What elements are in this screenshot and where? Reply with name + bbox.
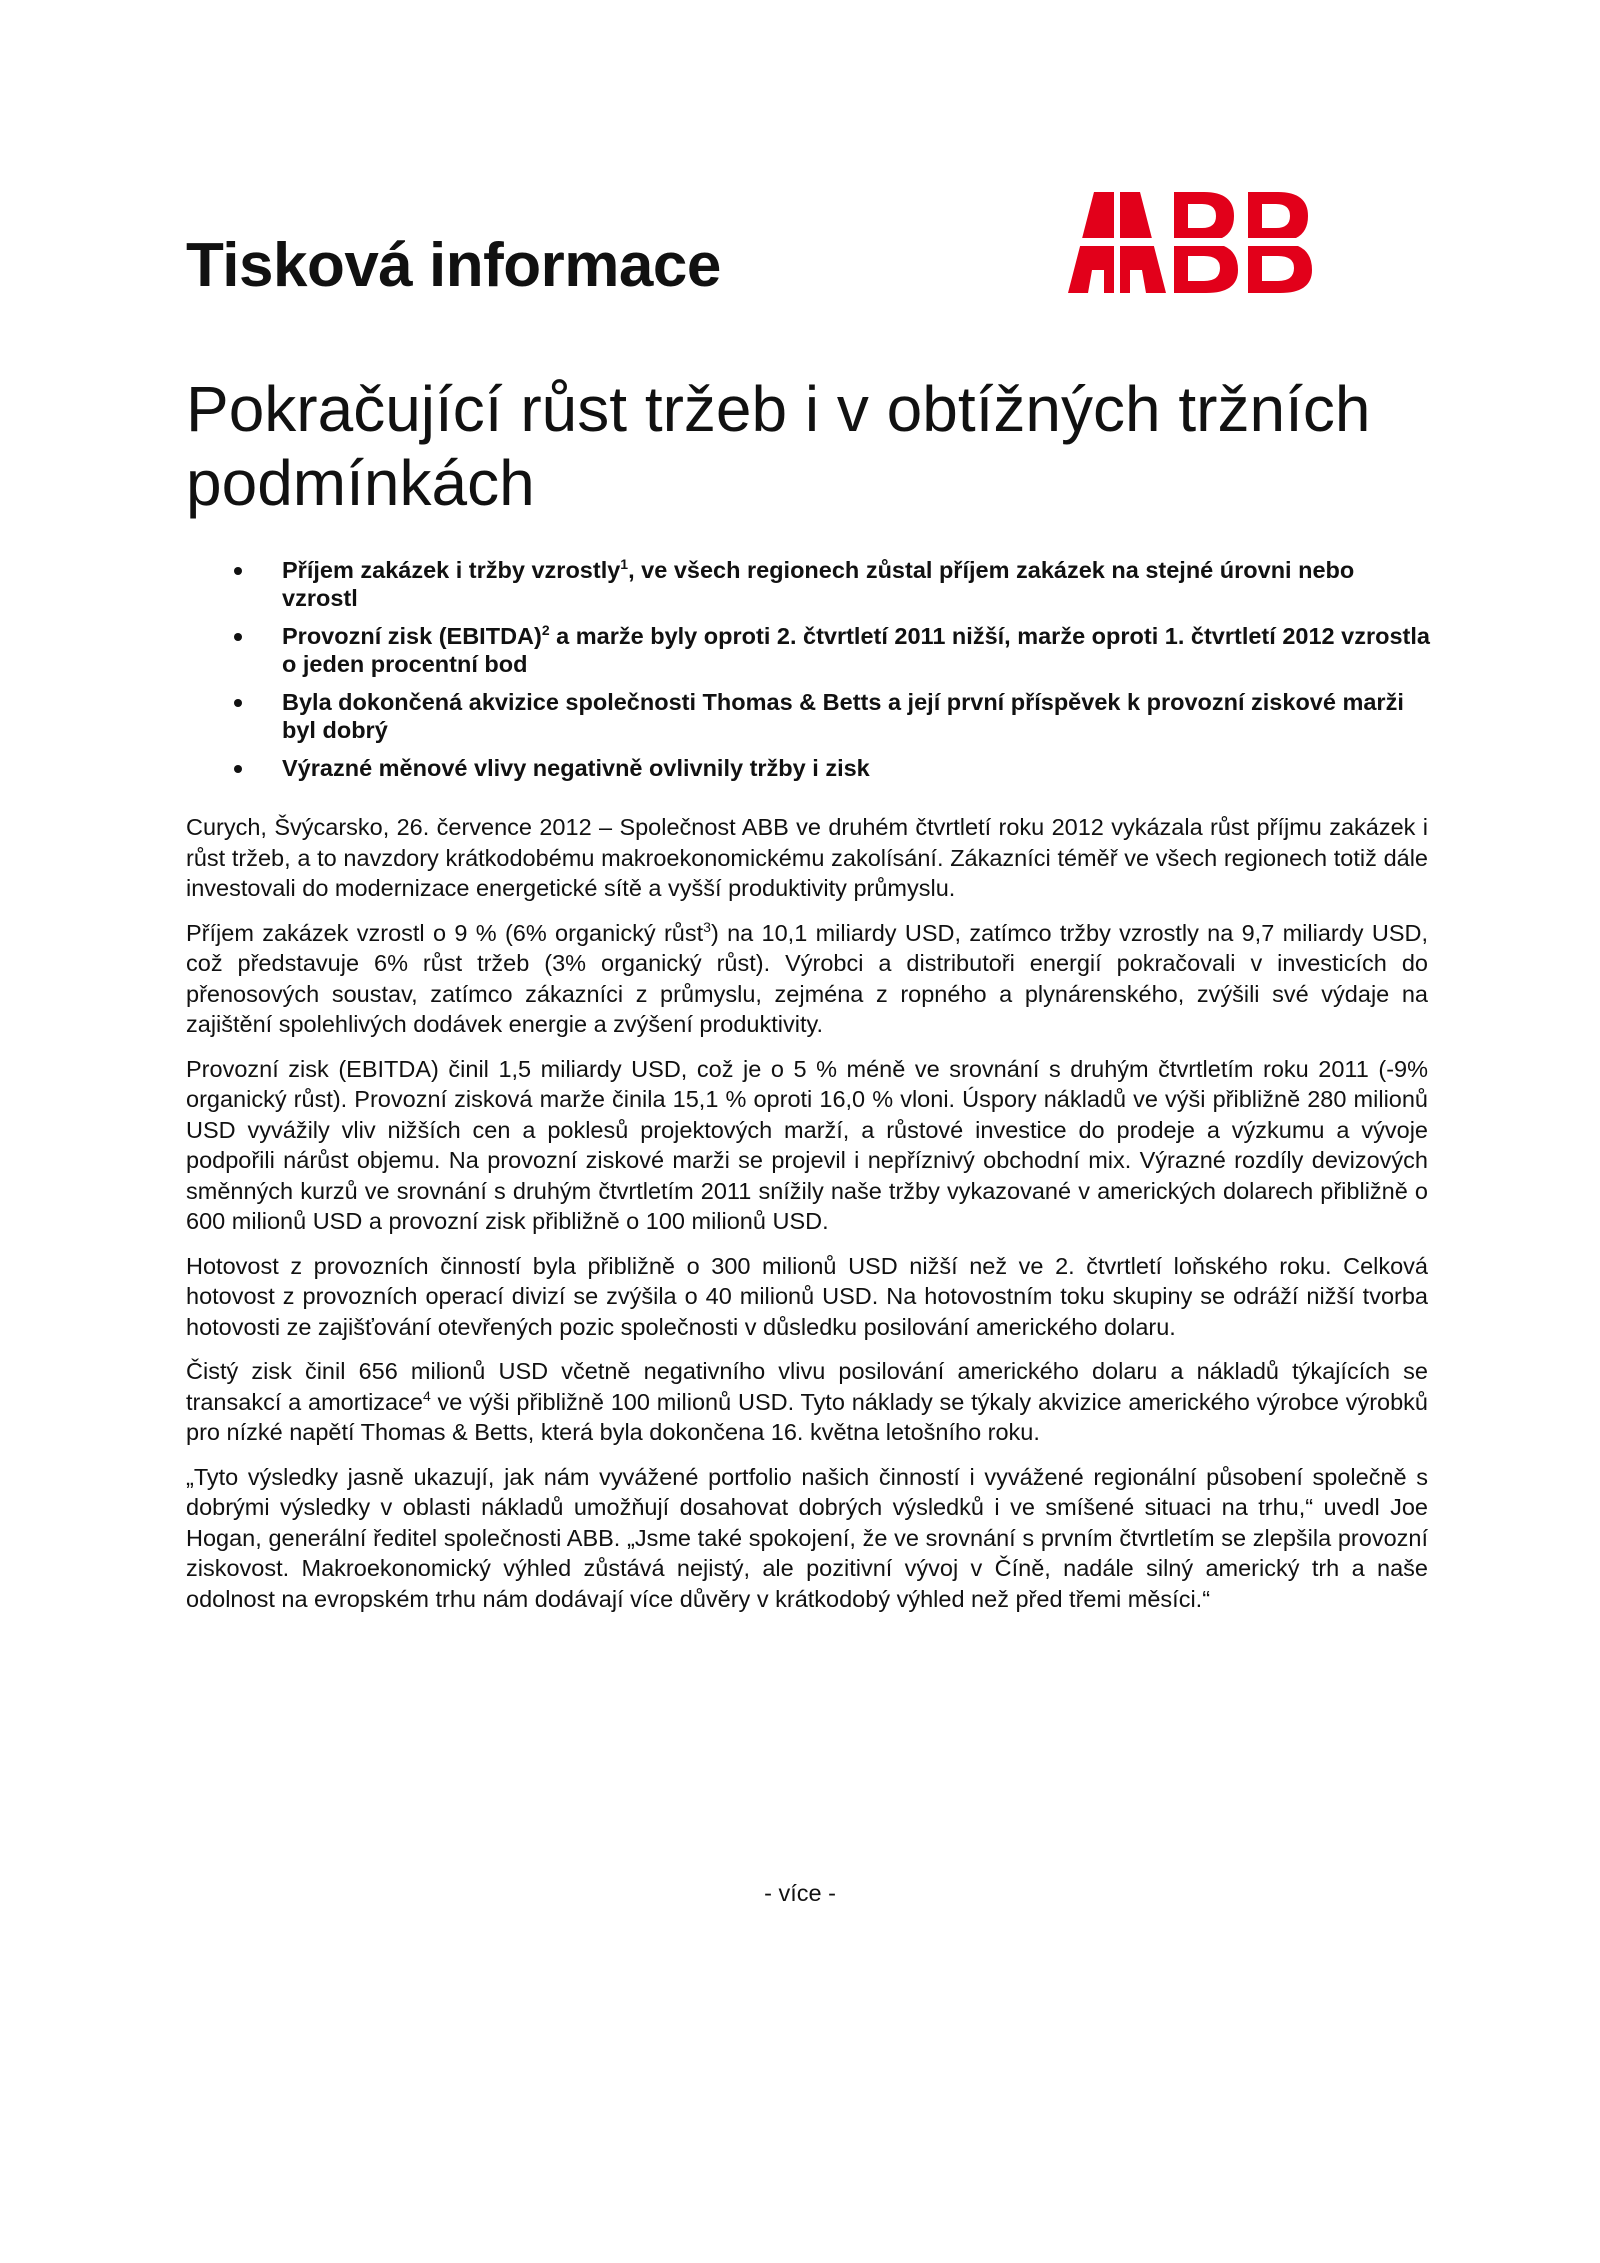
paragraph-net-income: Čistý zisk činil 656 milionů USD včetně negativního vlivu posilování amerického dolaru a nákladů týkajících se transakcí a amortizace$^4$ ve výši přibližně 100 milionů USD. Tyto náklady se týkaly akvizice amerického výrobce výrobků pro nízké napětí Thomas & Betts, která byla dokončena 16. května letošního roku. bbox=[186, 1358, 1428, 1445]
bullet-icon bbox=[234, 699, 242, 707]
paragraph-orders: Příjem zakázek vzrostl o 9 % (6% organický růst$^3$) na 10,1 miliardy USD, zatímco tržby vzrostly na 9,7 miliardy USD, což představuje 6% růst tržeb (3% organický růst). Výrobci a distributoři energií pokračovali v investicích do přenosových soustav, zatímco zákazníci z průmyslu, zejména z ropného a plynárenského, zvýšili své výdaje na zajištění spolehlivých dodávek energie a zvýšení produktivity. bbox=[186, 918, 1429, 1037]
paragraph-ebitda: Provozní zisk (EBITDA) činil 1,5 miliardy USD, což je o 5 % méně ve srovnání s druhým čtvrtletím roku 2011 (-9% organický růst). Provozní zisková marže činila 15,1 % oproti 16,0 % vloni. Úspory nákladů ve výši přibližně 280 milionů USD vyvážily vliv nižších cen a poklesů projektových marží, a růstové investice do prodeje a výzkumu a vývoje podpořili nárůst objemu. Na provozní ziskové marži se projevil i nepříznivý obchodní mix. Výrazné rozdíly devizových směnných kurzů ve srovnání s druhým čtvrtletím 2011 snížily naše tržby vykazované v amerických dolarech přibližně o 600 milionů USD a provozní zisk přibližně o 100 milionů USD. bbox=[186, 1055, 1428, 1234]
highlight-item: Příjem zakázek i tržby vzrostly$^1$, ve všech regionech zůstal příjem zakázek na stejné úrovni nebo vzrostl bbox=[186, 556, 1436, 612]
bullet-icon bbox=[234, 633, 242, 641]
highlight-item: Provozní zisk (EBITDA)$^2$ a marže byly oproti 2. čtvrtletí 2011 nižší, marže oproti 1. čtvrtletí 2012 vzrostla o jeden procentní bod bbox=[186, 622, 1436, 678]
continued-marker: - více - bbox=[764, 1880, 836, 1906]
footnote-ref: 3 bbox=[703, 918, 711, 935]
headline: Pokračující růst tržeb i v obtížných tržních podmínkách bbox=[186, 373, 1371, 519]
paragraph-cash: Hotovost z provozních činností byla přibližně o 300 milionů USD nižší než ve 2. čtvrtletí loňského roku. Celková hotovost z provozních operací divizí se zvýšila o 40 milionů USD. Na hotovostním toku skupiny se odráží nižší tvorba hotovosti ze zajišťování otevřených pozic společnosti v důsledku posilování amerického dolaru. bbox=[186, 1252, 1428, 1340]
footnote-ref: 4 bbox=[422, 1387, 431, 1404]
bullet-icon bbox=[234, 567, 242, 575]
highlight-item: Byla dokončená akvizice společnosti Thomas & Betts a její první příspěvek k provozní ziskové marži byl dobrý bbox=[186, 688, 1436, 744]
bullet-icon bbox=[234, 765, 242, 773]
footnote-ref: 1 bbox=[620, 556, 629, 573]
footnote-ref: 2 bbox=[541, 622, 550, 639]
highlight-item: Výrazné měnové vlivy negativně ovlivnily tržby i zisk bbox=[186, 754, 1436, 782]
document-type-title: Tisková informace bbox=[186, 231, 721, 300]
paragraph-intro: Curych, Švýcarsko, 26. července 2012 – Společnost ABB ve druhém čtvrtletí roku 2012 vykázala růst příjmu zakázek i růst tržeb, a to navzdory krátkodobému makroekonomickému zakolísání. Zákazníci téměř ve všech regionech totiž dále investovali do modernizace energetické sítě a vyšší produktivity průmyslu. bbox=[186, 814, 1428, 901]
abb-logo bbox=[1064, 190, 1328, 295]
paragraph-quote: „Tyto výsledky jasně ukazují, jak nám vyvážené portfolio našich činností i vyvážené regionální působení společně s dobrými výsledky v oblasti nákladů umožňují dosahovat dobrých výsledků i ve smíšené situaci na trhu,“ uvedl Joe Hogan, generální ředitel společnosti ABB. „Jsme také spokojení, že ve srovnání s prvním čtvrtletím se zlepšila provozní ziskovost. Makroekonomický výhled zůstává nejistý, ale pozitivní vývoj v Číně, nadále silný americký trh a naše odolnost na evropském trhu nám dodávají více důvěry v krátkodobý výhled než před třemi měsíci.“ bbox=[186, 1463, 1428, 1612]
highlights-list bbox=[186, 556, 1436, 792]
body-text bbox=[186, 812, 1428, 1628]
